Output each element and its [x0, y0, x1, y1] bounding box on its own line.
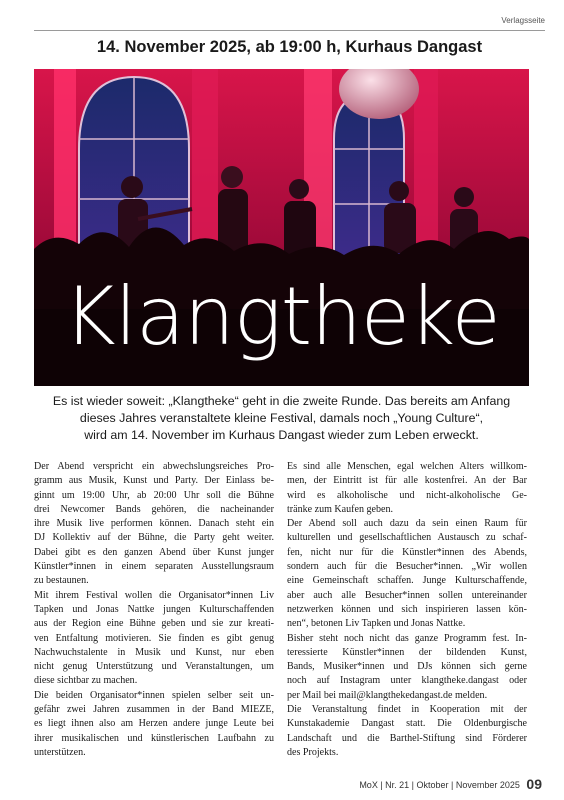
article-line: netzwerken können und sich inspirieren lassen kön- — [287, 603, 527, 615]
article-line: diese sichtbar zu machen. — [34, 675, 138, 687]
article-line: kulturellen und gesellschaftlichen Austausch zu schaf- — [287, 532, 527, 544]
article-line: Die Veranstaltung findet in Kooperation mit der — [287, 704, 527, 716]
article-line: men, der Eintritt ist für alle kostenfrei. An der Bar — [287, 475, 527, 487]
page-number: 09 — [526, 776, 542, 792]
article-line: tränke zum Kaufen geben. — [287, 503, 394, 515]
article-line: Nachwuchstalente in Musik und Kunst, nur eben — [34, 646, 274, 658]
article-line: ven Entfaltung motivieren. Sie finden es gibt genug — [34, 632, 274, 644]
article-line: Bands, Musiker*innen und DJs können sich gerne — [287, 661, 527, 673]
article-line: Kunstakademie Dangast statt. Die Oldenburgische — [287, 718, 527, 730]
article-column-left — [34, 460, 274, 760]
article-line: Der Abend verspricht ein abwechslungsreiches Pro- — [34, 461, 274, 472]
article-line: Landschaft und die Barthel-Stiftung sind Förderer — [287, 732, 527, 744]
article-line: nicht genug Unterstützung und Veranstaltungen, um — [34, 661, 274, 673]
article-line: wird es alkoholische und nicht-alkoholische Ge- — [287, 489, 527, 501]
lead-line: dieses Jahres veranstaltete kleine Festival, damals noch „Young Culture“, — [79, 411, 484, 425]
article-line: unterstützen. — [34, 746, 86, 758]
concert-photo — [34, 69, 529, 386]
article-line: Künstler*innen in einem separaten Ausstellungsraum — [34, 561, 274, 573]
article-line: aus der Region eine Bühne geben und sie zur kreati- — [34, 618, 274, 630]
article-line: Mit ihrem Festival wollen die Organisator*innen Liv — [34, 589, 274, 601]
article-line: per Mail bei mail@klangthekedangast.de melden. — [287, 689, 488, 701]
section-label: Verlagsseite — [501, 16, 545, 25]
article-line: Der Abend soll auch dazu da sein einen Raum für — [287, 518, 527, 530]
article-line: eine Gemeinschaft schaffen. Junge Kulturschaffende, — [287, 575, 527, 587]
article-line: zu bestaunen. — [34, 575, 89, 587]
article-line: gefähr zwei Jahren zusammen in der Band MIEZE, — [34, 704, 274, 716]
lead-line: wird am 14. November im Kurhaus Dangast wieder zum Leben erweckt. — [84, 428, 479, 442]
article-line: Dabei gibt es den ganzen Abend über Kunst junger — [34, 546, 274, 558]
article-line: des Projekts. — [287, 746, 339, 758]
article-line: es liegt ihnen also am Herzen andere junge Leute bei — [34, 718, 274, 730]
article-line: sondern auch für die Besucher*innen. „Wir wollen — [287, 561, 527, 573]
article-line: aber auch alle Besucher*innen sollen untereinander — [287, 589, 527, 601]
article-line: ihrer musikalischen und künstlerischen Laufbahn zu — [34, 732, 274, 744]
article-line: ihre Musik live performen können. Danach steht ein — [34, 518, 274, 530]
article-line: fen, nicht nur für die Künstler*innen des Abends, — [287, 546, 527, 558]
publication-info: MoX | Nr. 21 | Oktober | November 2025 — [359, 780, 520, 790]
article-column-right — [287, 460, 527, 760]
article-line: drei Newcomer Bands gehören, die nacheinander — [34, 503, 274, 515]
article-line: teressierte Künstler*innen der bildenden Kunst, — [287, 646, 527, 658]
page-footer — [359, 776, 542, 792]
article-line: ginnt um 19:00 Uhr, ab 20:00 Uhr soll die Bühne — [34, 489, 274, 501]
article-line: Tapken und Jonas Nattke jungen Kulturschaffenden — [34, 603, 274, 615]
article-line: noch auf Instagram unter klangtheke.dangast oder — [287, 675, 527, 687]
lead-paragraph — [34, 393, 529, 444]
photo-title: Klangtheke — [63, 270, 500, 363]
top-rule — [34, 30, 545, 31]
event-headline: 14. November 2025, ab 19:00 h, Kurhaus Dangast — [96, 38, 483, 56]
article-line: Die beiden Organisator*innen spielen selber seit un- — [34, 689, 274, 701]
article-line: gramm aus Musik, Kunst und Party. Der Einlass be- — [34, 475, 274, 487]
article-line: Es sind alle Menschen, egal welchen Alters willkom- — [287, 461, 527, 472]
article-line: Bisher steht noch nicht das ganze Programm fest. In- — [287, 632, 527, 644]
article-line: DJ Kollektiv auf der Bühne, die Party geht weiter. — [34, 532, 274, 544]
lead-line: Es ist wieder soweit: „Klangtheke“ geht in die zweite Runde. Das bereits am Anfang — [52, 394, 511, 408]
article-line: nen“, betonen Liv Tapken und Jonas Nattke. — [287, 618, 466, 630]
